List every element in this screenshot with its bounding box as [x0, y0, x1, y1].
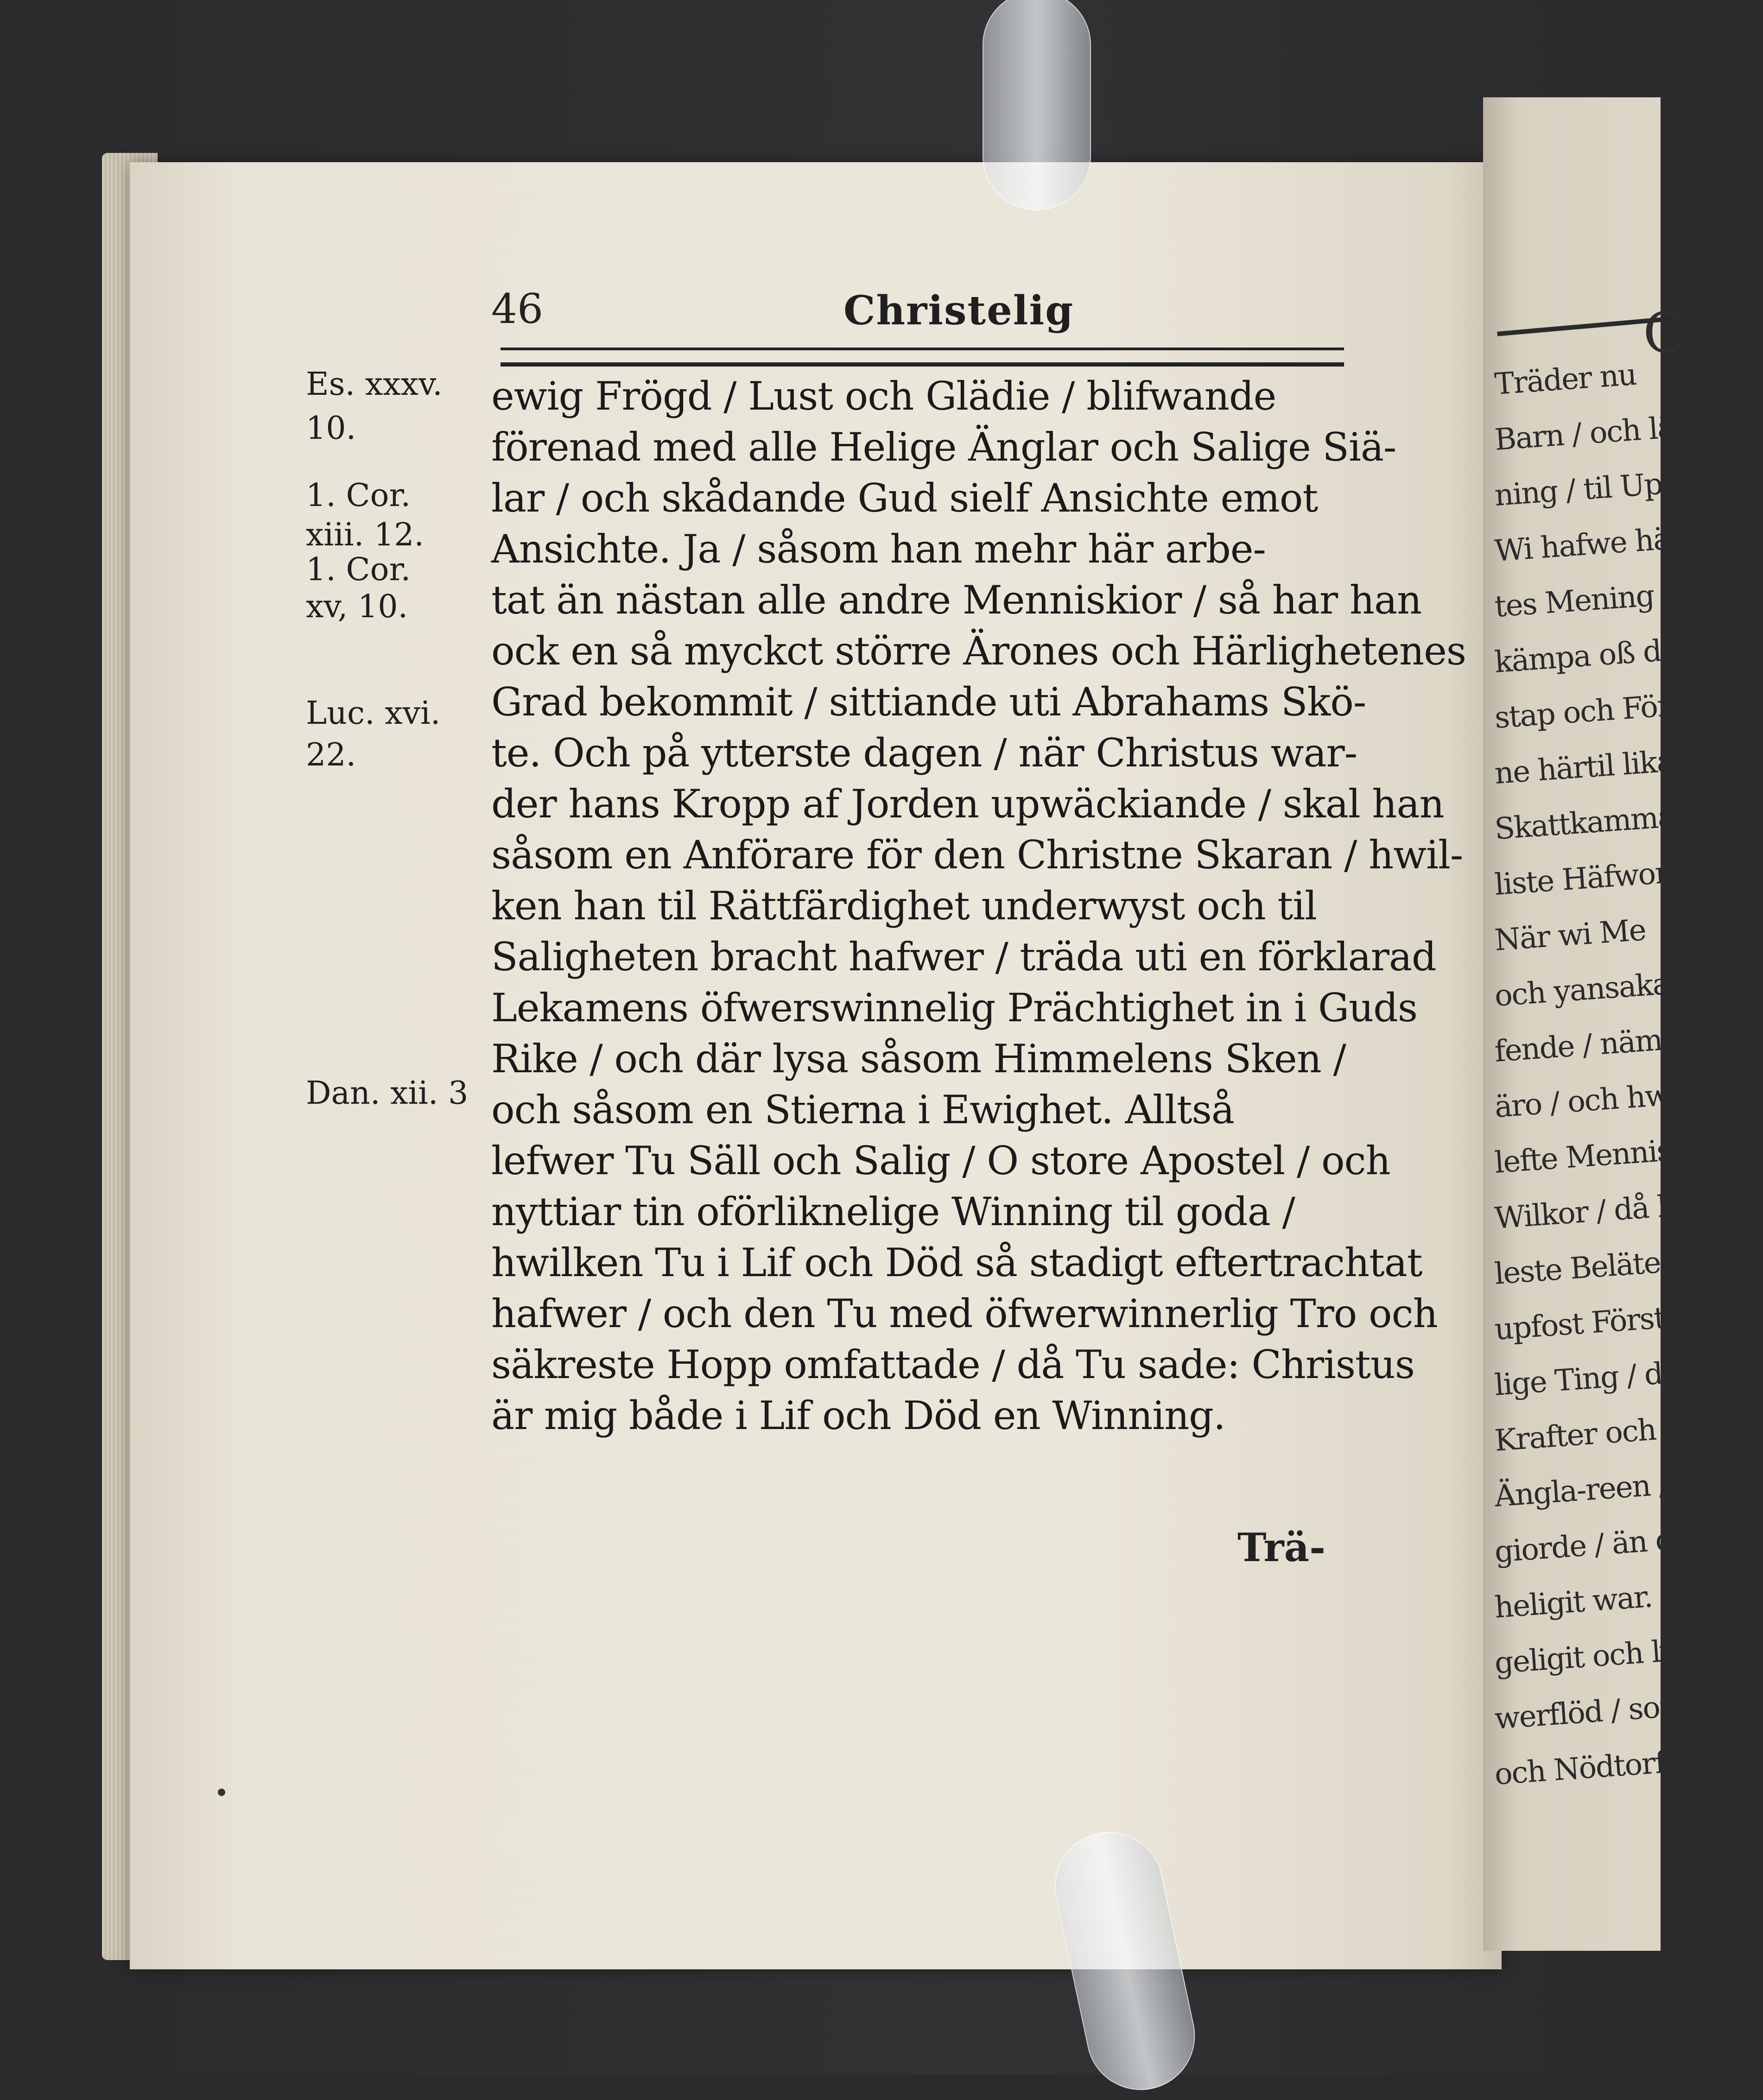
margin-note: 1. Cor.	[306, 551, 411, 588]
right-page-line: ne härtil likason	[1493, 740, 1724, 791]
right-page-line: fende / nämliger	[1493, 1018, 1728, 1069]
right-page-line: geligit och lyckfal	[1493, 1629, 1745, 1681]
running-title: Christelig	[843, 287, 1074, 334]
margin-note: Luc. xvi.	[306, 695, 441, 732]
header-rule	[501, 348, 1344, 367]
body-text	[491, 371, 1466, 1441]
right-page-line: lefte Menniskian	[1493, 1129, 1733, 1180]
text-line: och såsom en Stierna i Ewighet. Alltså	[491, 1087, 1234, 1132]
text-line: ken han til Rättfärdighet underwyst och til	[491, 883, 1317, 929]
text-line: förenad med alle Helige Änglar och Salige Siä-	[491, 424, 1396, 470]
text-line: nyttiar tin oförliknelige Winning til goda /	[491, 1189, 1295, 1234]
margin-note: 10.	[306, 410, 356, 447]
margin-note: xiii. 12.	[306, 517, 424, 553]
right-page-line: stap och Förbättr	[1493, 684, 1742, 735]
right-page-line: ning / til Upwäck	[1493, 462, 1737, 513]
text-line: såsom en Anförare för den Christne Skaran / hwil-	[491, 832, 1463, 878]
text-line: är mig både i Lif och Död en Winning.	[491, 1393, 1225, 1438]
right-page-lines	[1493, 357, 1763, 1803]
margin-note: xv, 10.	[306, 588, 408, 625]
text-line: hwilken Tu i Lif och Död så stadigt eftertrachtat	[491, 1240, 1422, 1285]
text-line: Rike / och där lysa såsom Himmelens Sken /	[491, 1036, 1346, 1082]
page-number: 46	[491, 285, 543, 333]
text-line: lefwer Tu Säll och Salig / O store Apostel / och	[491, 1138, 1390, 1183]
right-header-initial: C	[1643, 301, 1686, 366]
right-page-line: Krafter och För	[1493, 1409, 1714, 1458]
text-line: der hans Kropp af Jorden upwäckiande / skal han	[491, 781, 1444, 827]
right-page-line: tes Mening och	[1493, 575, 1714, 624]
text-line: Ansichte. Ja / såsom han mehr här arbe-	[491, 526, 1266, 572]
book-clip-top	[983, 0, 1091, 210]
text-line: ewig Frögd / Lust och Glädie / blifwande	[491, 373, 1276, 419]
margin-note: Es. xxxv.	[306, 366, 443, 403]
right-page-line: upfost Förstånd	[1493, 1297, 1719, 1347]
right-page-line: Ängla-reen / och	[1493, 1463, 1728, 1514]
text-line: Saligheten bracht hafwer / träda uti en förklarad	[491, 934, 1436, 980]
right-page-line: Wilkor / då hon G	[1493, 1184, 1743, 1236]
right-page	[1483, 97, 1763, 1951]
right-page-line: och Nödtorft /	[1493, 1744, 1695, 1792]
text-line: tat än nästan alle andre Menniskior / så har han	[491, 577, 1422, 623]
right-page-line: leste Beläte och	[1493, 1241, 1721, 1291]
text-line: Lekamens öfwerswinnelig Prächtighet in i Guds	[491, 985, 1418, 1031]
right-page-line: Skattkammare;	[1493, 797, 1715, 847]
text-line: säkreste Hopp omfattade / då Tu sade: Christus	[491, 1342, 1414, 1387]
right-page-line: Barn / och läre	[1493, 408, 1705, 457]
right-page-line: Träder nu	[1493, 357, 1637, 402]
right-page-line: äro / och hwad wi	[1493, 1073, 1747, 1125]
right-page-line: och yansaka / läter	[1493, 960, 1763, 1013]
margin-note: Dan. xii. 3	[306, 1075, 469, 1112]
text-line: lar / och skådande Gud sielf Ansichte emot	[491, 475, 1318, 521]
margin-note: 22.	[306, 737, 356, 773]
right-page-line: kämpa oß där uta	[1493, 628, 1747, 680]
right-page-line: werflöd / som hö	[1493, 1685, 1731, 1736]
right-page-line: Wi hafwe härtil	[1493, 519, 1712, 569]
catchword: Trä-	[1237, 1524, 1325, 1570]
text-line: te. Och på ytterste dagen / när Christus war-	[491, 730, 1357, 776]
right-page-line: När wi Me	[1493, 913, 1647, 958]
margin-note: 1. Cor.	[306, 477, 411, 514]
right-page-line: giorde / än det so	[1493, 1518, 1742, 1569]
text-line: hafwer / och den Tu med öfwerwinnerlig Tro och	[491, 1291, 1438, 1336]
right-page-line: lige Ting / då h	[1493, 1354, 1707, 1403]
right-header-rule	[1497, 317, 1664, 336]
ink-dot	[218, 1789, 225, 1796]
text-line: Grad bekommit / sittiande uti Abrahams Skö-	[491, 679, 1366, 725]
right-page-line: liste Häfwor och	[1493, 851, 1729, 902]
right-page-line: heligit war. De	[1493, 1576, 1701, 1625]
text-line: ock en så myckct större Ärones och Härlighetenes	[491, 628, 1466, 674]
